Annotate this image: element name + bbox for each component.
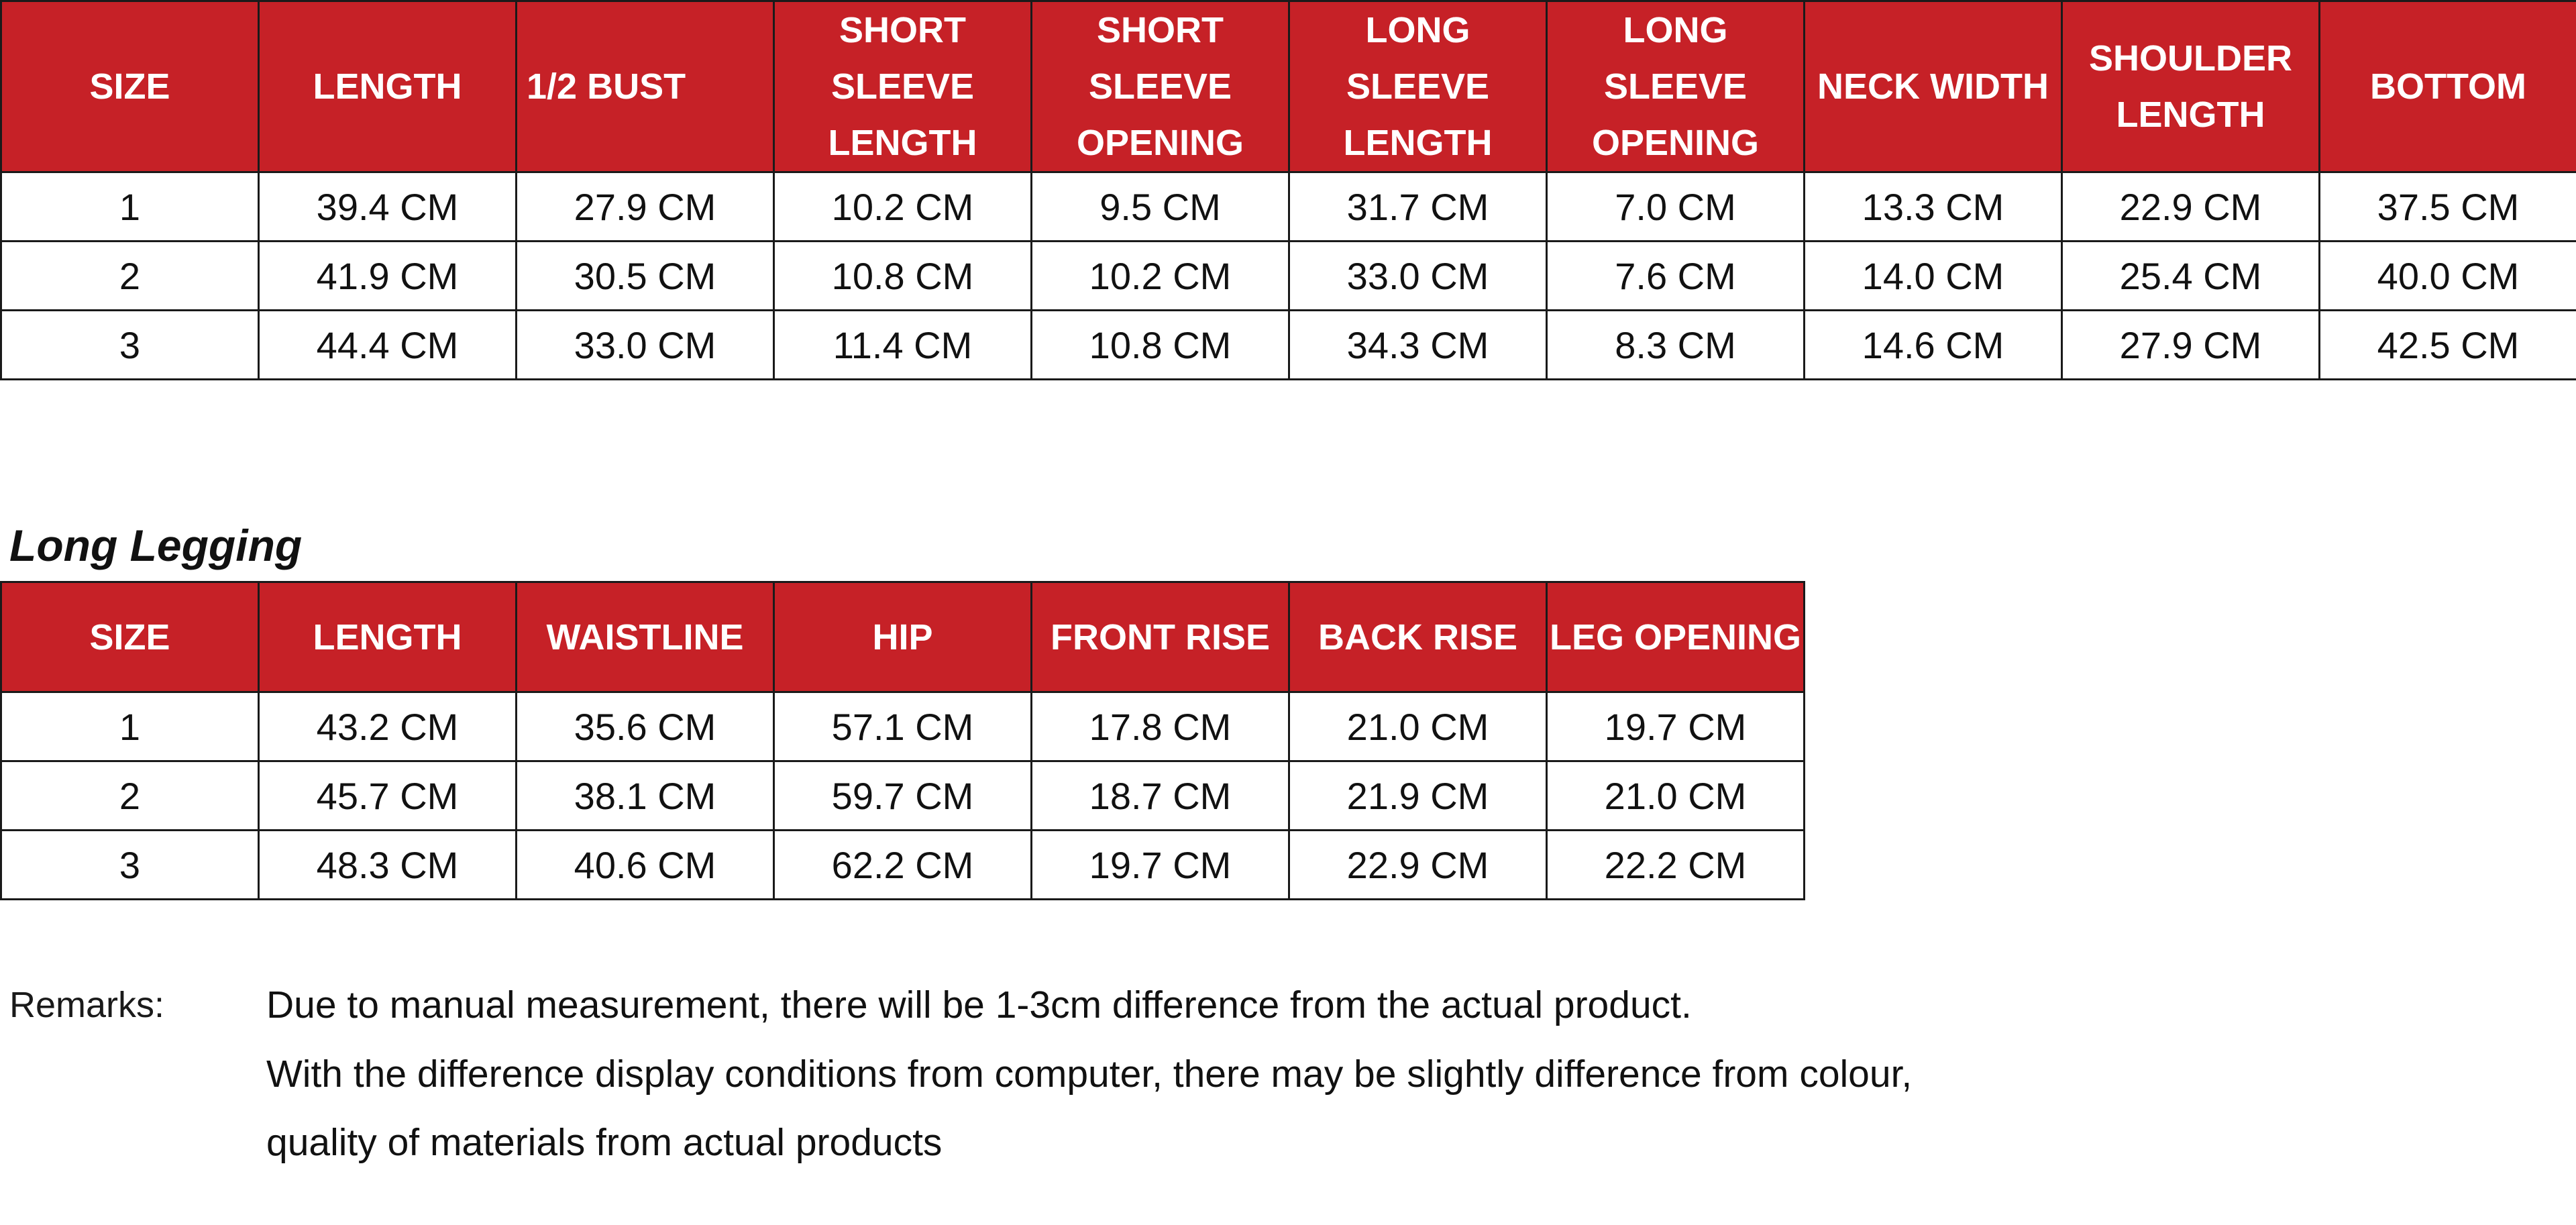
table-cell: 43.2 CM: [259, 692, 517, 761]
table-row: [1, 692, 1805, 761]
table-cell: 9.5 CM: [1032, 172, 1289, 242]
table-cell: 62.2 CM: [774, 831, 1032, 900]
header-short-sleeve-length: SHORT SLEEVE LENGTH: [774, 1, 1032, 172]
table-cell: 41.9 CM: [259, 242, 517, 311]
table-row: [1, 172, 2576, 242]
table-cell: 1: [1, 692, 259, 761]
table-cell: 19.7 CM: [1032, 831, 1289, 900]
table-cell: 7.6 CM: [1547, 242, 1805, 311]
table-cell: 38.1 CM: [517, 761, 774, 831]
table-cell: 40.0 CM: [2320, 242, 2576, 311]
table-row: [1, 242, 2576, 311]
remark-line: quality of materials from actual products: [266, 1121, 943, 1164]
table-cell: 14.6 CM: [1805, 311, 2062, 380]
table-cell: 21.0 CM: [1547, 761, 1805, 831]
table-cell: 2: [1, 761, 259, 831]
header-long-sleeve-length: LONG SLEEVE LENGTH: [1289, 1, 1547, 172]
table-cell: 11.4 CM: [774, 311, 1032, 380]
table-cell: 48.3 CM: [259, 831, 517, 900]
table-cell: 13.3 CM: [1805, 172, 2062, 242]
table-cell: 45.7 CM: [259, 761, 517, 831]
table-cell: 57.1 CM: [774, 692, 1032, 761]
table-cell: 27.9 CM: [517, 172, 774, 242]
table-cell: 21.0 CM: [1289, 692, 1547, 761]
table-cell: 1: [1, 172, 259, 242]
header-shoulder-length: SHOULDER LENGTH: [2062, 1, 2320, 172]
table-cell: 18.7 CM: [1032, 761, 1289, 831]
table-cell: 27.9 CM: [2062, 311, 2320, 380]
table-cell: 10.8 CM: [774, 242, 1032, 311]
table-cell: 2: [1, 242, 259, 311]
top-size-table: [0, 0, 2576, 380]
table-row: [1, 761, 1805, 831]
table-cell: 21.9 CM: [1289, 761, 1547, 831]
table-cell: 3: [1, 311, 259, 380]
table-cell: 8.3 CM: [1547, 311, 1805, 380]
table-cell: 22.2 CM: [1547, 831, 1805, 900]
table-header-row: [1, 582, 1805, 692]
table-cell: 10.8 CM: [1032, 311, 1289, 380]
table-cell: 37.5 CM: [2320, 172, 2576, 242]
remark-line: Due to manual measurement, there will be 1-3cm difference from the actual product.: [266, 983, 1692, 1026]
header-back-rise: BACK RISE: [1289, 582, 1547, 692]
table-cell: 3: [1, 831, 259, 900]
header-length: LENGTH: [259, 582, 517, 692]
table-row: [1, 831, 1805, 900]
legging-size-table: [0, 581, 1805, 900]
header-bottom: BOTTOM: [2320, 1, 2576, 172]
table-cell: 59.7 CM: [774, 761, 1032, 831]
table-cell: 30.5 CM: [517, 242, 774, 311]
table-cell: 19.7 CM: [1547, 692, 1805, 761]
header-size: SIZE: [1, 582, 259, 692]
table-cell: 22.9 CM: [2062, 172, 2320, 242]
table-cell: 33.0 CM: [1289, 242, 1547, 311]
table-cell: 44.4 CM: [259, 311, 517, 380]
table-cell: 10.2 CM: [774, 172, 1032, 242]
table-cell: 14.0 CM: [1805, 242, 2062, 311]
header-waistline: WAISTLINE: [517, 582, 774, 692]
table-cell: 10.2 CM: [1032, 242, 1289, 311]
section-title-long-legging: Long Legging: [9, 521, 303, 570]
remarks-label: Remarks:: [9, 985, 165, 1025]
header-neck-width: NECK WIDTH: [1805, 1, 2062, 172]
remark-line: With the difference display conditions from computer, there may be slightly difference from colour,: [266, 1053, 1913, 1096]
table-cell: 34.3 CM: [1289, 311, 1547, 380]
table-cell: 40.6 CM: [517, 831, 774, 900]
table-cell: 22.9 CM: [1289, 831, 1547, 900]
table-cell: 33.0 CM: [517, 311, 774, 380]
table-cell: 25.4 CM: [2062, 242, 2320, 311]
header-size: SIZE: [1, 1, 259, 172]
header-long-sleeve-opening: LONG SLEEVE OPENING: [1547, 1, 1805, 172]
table-cell: 17.8 CM: [1032, 692, 1289, 761]
table-cell: 7.0 CM: [1547, 172, 1805, 242]
header-short-sleeve-opening: SHORT SLEEVE OPENING: [1032, 1, 1289, 172]
header-hip: HIP: [774, 582, 1032, 692]
header-leg-opening: LEG OPENING: [1547, 582, 1805, 692]
table-cell: 35.6 CM: [517, 692, 774, 761]
table-cell: 42.5 CM: [2320, 311, 2576, 380]
table-cell: 39.4 CM: [259, 172, 517, 242]
header-front-rise: FRONT RISE: [1032, 582, 1289, 692]
table-row: [1, 311, 2576, 380]
table-cell: 31.7 CM: [1289, 172, 1547, 242]
header-half-bust: 1/2 BUST: [517, 1, 774, 172]
header-length: LENGTH: [259, 1, 517, 172]
table-header-row: [1, 1, 2576, 172]
